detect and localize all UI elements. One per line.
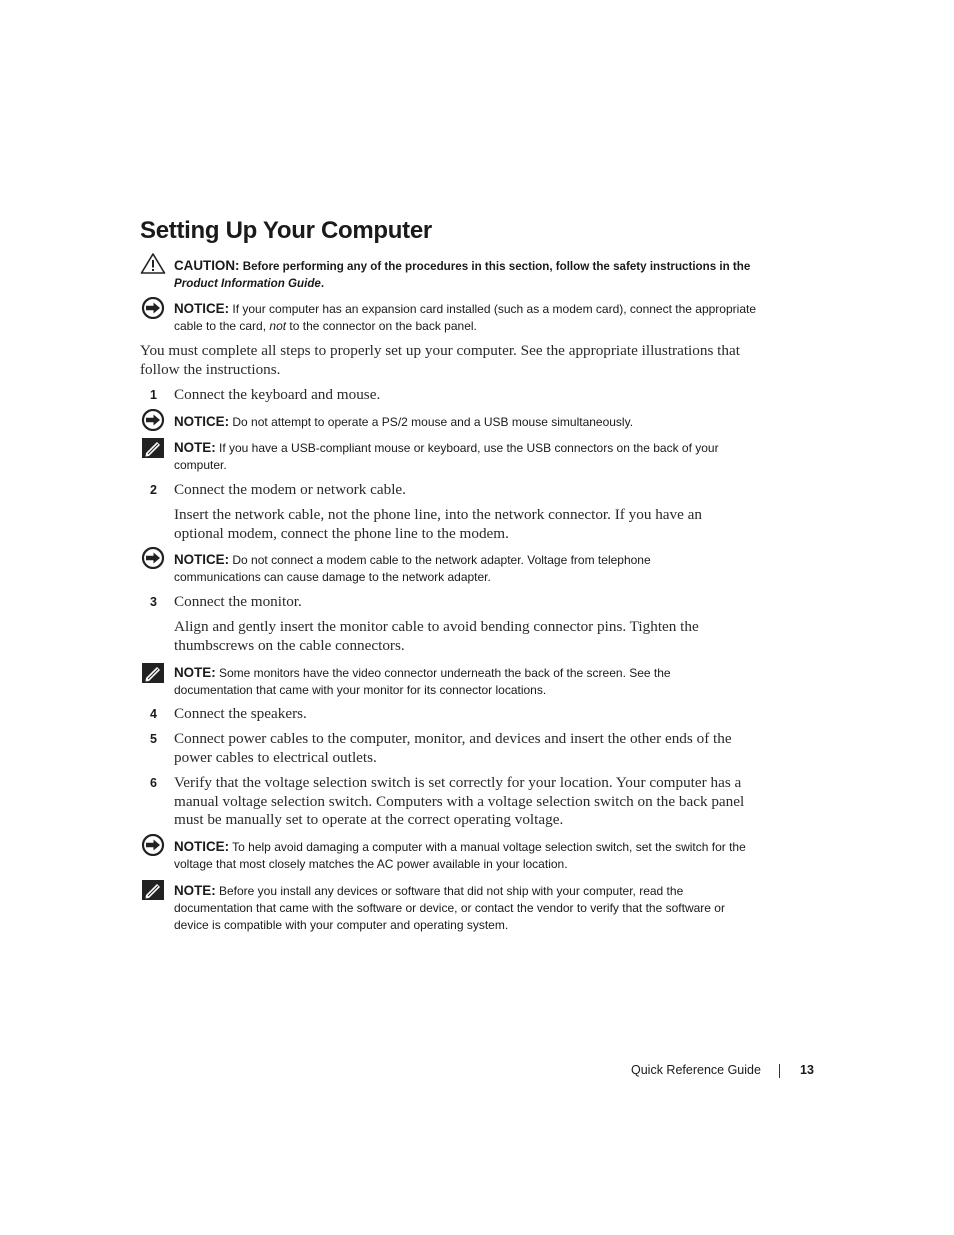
- notice-text: To help avoid damaging a computer with a manual voltage selection switch, set the switch for the voltage that most closely matches the AC power available in your location.: [174, 840, 746, 871]
- note-pencil-icon: [141, 437, 167, 459]
- page-title: Setting Up Your Computer: [140, 217, 432, 244]
- step-text: Connect the speakers.: [174, 705, 307, 722]
- notice-text-b: to the connector on the back panel.: [286, 319, 477, 333]
- notice-arrow-icon: [141, 547, 167, 569]
- step-text: Connect the keyboard and mouse.: [174, 386, 381, 403]
- notice-modem-cable: [174, 551, 694, 586]
- notice-label: NOTICE:: [174, 414, 230, 429]
- step-text: Verify that the voltage selection switch is set correctly for your location. Your computer has a manual voltage selection switch. Computers with a voltage selection switch on the back panel must be manually set to operate at the correct operating voltage.: [174, 774, 745, 829]
- notice-label: NOTICE:: [174, 552, 230, 567]
- notice-arrow-icon: [141, 409, 167, 431]
- notice-ps2-mouse: [174, 413, 759, 431]
- step-number: 4: [150, 707, 157, 721]
- note-software-compatibility: [174, 882, 759, 934]
- notice-label: NOTICE:: [174, 301, 230, 316]
- note-label: NOTE:: [174, 440, 216, 455]
- caution-text: Before performing any of the procedures in this section, follow the safety instructions in the: [239, 260, 751, 273]
- notice-arrow-icon: [141, 297, 167, 319]
- step-text: Connect the monitor.: [174, 593, 302, 610]
- note-text: Before you install any devices or software that did not ship with your computer, read the documentation that came with the software or device, or contact the vendor to verify that the software or device is compatible with your computer and operating system.: [174, 884, 725, 932]
- footer-divider: [779, 1064, 780, 1078]
- notice-italic: not: [269, 319, 287, 333]
- notice-text-a: If your computer has an expansion card installed (such as a modem card), connect the appropriate cable to the card,: [174, 302, 756, 333]
- note-label: NOTE:: [174, 665, 216, 680]
- note-monitor-connector: [174, 664, 719, 699]
- note-pencil-icon: [141, 662, 167, 684]
- step-number: 2: [150, 483, 157, 497]
- notice-voltage-switch: [174, 838, 759, 873]
- footer-guide-title: Quick Reference Guide: [631, 1063, 761, 1077]
- page-number: 13: [800, 1063, 814, 1077]
- step-number: 6: [150, 776, 157, 790]
- note-pencil-icon: [141, 879, 167, 901]
- step-detail: Insert the network cable, not the phone line, into the network connector. If you have an optional modem, connect the phone line to the modem.: [174, 506, 703, 542]
- note-text: If you have a USB-compliant mouse or keyboard, use the USB connectors on the back of your computer.: [174, 441, 719, 472]
- notice-expansion-card: [174, 300, 759, 335]
- caution-end: .: [320, 277, 325, 290]
- intro-paragraph: You must complete all steps to properly set up your computer. See the appropriate illustrations that follow the instructions.: [140, 342, 740, 378]
- step-number: 1: [150, 388, 157, 402]
- caution-triangle-icon: [140, 252, 166, 274]
- note-usb-connectors: [174, 439, 759, 474]
- notice-text: Do not connect a modem cable to the network adapter. Voltage from telephone communications can cause damage to the network adapter.: [174, 553, 651, 584]
- caution-note: [174, 257, 759, 292]
- notice-label: NOTICE:: [174, 839, 230, 854]
- note-label: NOTE:: [174, 883, 216, 898]
- caution-label: CAUTION:: [174, 258, 240, 273]
- notice-text: Do not attempt to operate a PS/2 mouse and a USB mouse simultaneously.: [229, 415, 634, 429]
- step-text: Connect power cables to the computer, monitor, and devices and insert the other ends of the power cables to electrical outlets.: [174, 730, 732, 766]
- step-number: 5: [150, 732, 157, 746]
- step-number: 3: [150, 595, 157, 609]
- note-text: Some monitors have the video connector underneath the back of the screen. See the documentation that came with your monitor for its connector locations.: [174, 666, 671, 697]
- step-detail: Align and gently insert the monitor cable to avoid bending connector pins. Tighten the thumbscrews on the cable connectors.: [174, 618, 699, 654]
- step-text: Connect the modem or network cable.: [174, 481, 406, 498]
- notice-arrow-icon: [141, 834, 167, 856]
- caution-italic: Product Information Guide: [174, 277, 321, 290]
